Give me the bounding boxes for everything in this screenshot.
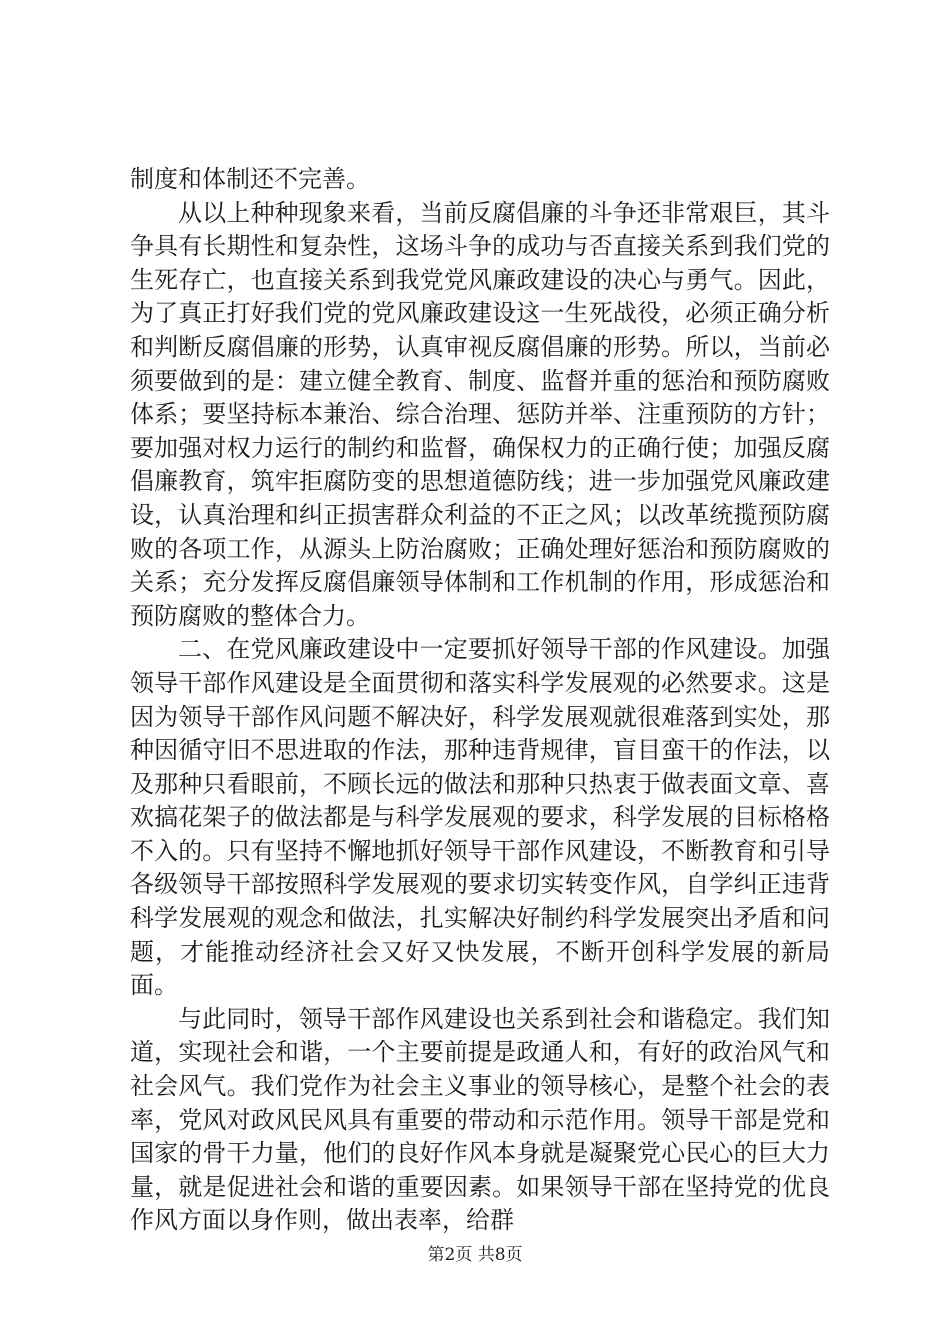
paragraph-social-harmony: 与此同时，领导干部作风建设也关系到社会和谐稳定。我们知道，实现社会和谐，一个主要前提是政通人和，有好的政治风气和社会风气。我们党作为社会主义事业的领导核心，是整个社会的表率，党风对政风民风具有重要的带动和示范作用。领导干部是党和国家的骨干力量，他们的良好作风本身就是凝聚党心民心的巨大力量，就是促进社会和谐的重要因素。如果领导干部在坚持党的优良作风方面以身作则，做出表率，给群 bbox=[130, 1004, 830, 1235]
paragraph-section-two: 二、在党风廉政建设中一定要抓好领导干部的作风建设。加强领导干部作风建设是全面贯彻和落实科学发展观的必然要求。这是因为领导干部作风问题不解决好，科学发展观就很难落到实处，那种因循守旧不思进取的作法，那种违背规律，盲目蛮干的作法，以及那种只看眼前，不顾长远的做法和那种只热衷于做表面文章、喜欢搞花架子的做法都是与科学发展观的要求，科学发展的目标格格不入的。只有坚持不懈地抓好领导干部作风建设，不断教育和引导各级领导干部按照科学发展观的要求切实转变作风，自学纠正违背科学发展观的观念和做法，扎实解决好制约科学发展突出矛盾和问题，才能推动经济社会又好又快发展，不断开创科学发展的新局面。 bbox=[130, 635, 830, 1000]
paragraph-continuation: 制度和体制还不完善。 bbox=[130, 165, 370, 193]
page-number-footer: 第2页 共8页 bbox=[427, 1245, 523, 1265]
paragraph-anticorruption-situation: 从以上种种现象来看，当前反腐倡廉的斗争还非常艰巨，其斗争具有长期性和复杂性，这场斗争的成功与否直接关系到我们党的生死存亡，也直接关系到我党党风廉政建设的决心与勇气。因此，为了真正打好我们党的党风廉政建设这一生死战役，必须正确分析和判断反腐倡廉的形势，认真审视反腐倡廉的形势。所以，当前必须要做到的是：建立健全教育、制度、监督并重的惩治和预防腐败体系；要坚持标本兼治、综合治理、惩防并举、注重预防的方针；要加强对权力运行的制约和监督，确保权力的正确行使；加强反腐倡廉教育，筑牢拒腐防变的思想道德防线；进一步加强党风廉政建设，认真治理和纠正损害群众利益的不正之风；以改革统揽预防腐败的各项工作，从源头上防治腐败；正确处理好惩治和预防腐败的关系；充分发挥反腐倡廉领导体制和工作机制的作用，形成惩治和预防腐败的整体合力。 bbox=[130, 198, 830, 630]
document-body bbox=[130, 163, 830, 1238]
